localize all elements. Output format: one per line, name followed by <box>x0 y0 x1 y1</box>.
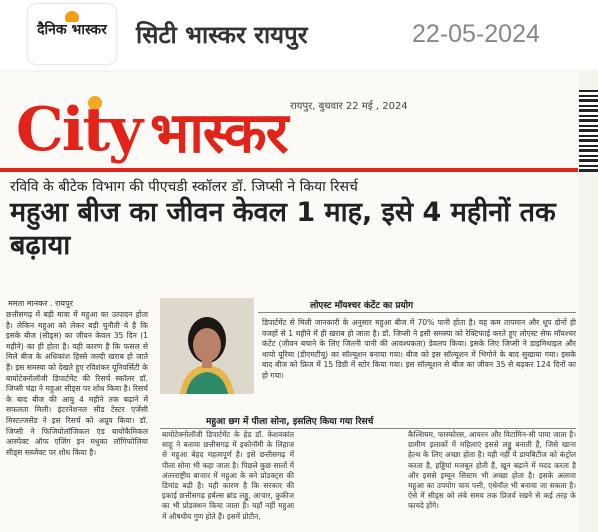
nameplate-city: City <box>16 95 142 165</box>
article-headline: महुआ बीज का जीवन केवल 1 माह, इसे 4 महीनों तक बढ़ाया <box>10 197 556 261</box>
article-column-left: छत्तीसगढ़ में बड़ी मात्रा में महुआ का उत्पादन होता है। लेकिन महुआ को लेकर बड़ी चुनौती ये है कि इसके बीज (सीड्स) का जीवन केवल 35 दिन (1 महीने) का ही होता है। यही कारण है कि फसल से मिले बीज के अधिकांश हिस्से जल्दी खराब हो जाते हैं। इस समस्या को देखते हुए रविशंकर यूनिवर्सिटी के बायोटेक्नोलॉजी डिपार्टमेंट की रिसर्च स्कॉलर डॉ. जिप्सी चंद्रा ने महुआ सीड्स पर शोध किया है। रिसर्च के बाद बीज की आयु 4 महीने तक बढ़ाने में सफलता मिली। इंटरनेशनल सीड टेस्टर एजेंसी मिस्टल्जसेंड ने इस रिसर्च को अप्रूव किया। डॉ. जिप्सी ने फिजियोलॉजिकल एंड बायोकैमिकल आस्पेक्ट ऑफ एजिंग इन मधुका लॉगिफोलिया सीड्स सब्जेक्ट पर शोध किया है। <box>6 310 148 457</box>
subhead2-rule <box>160 428 576 429</box>
article-byline: ममता मानकर . रायपुर <box>8 299 73 308</box>
edition-line: रायपुर, बुधवार 22 मई , 2024 <box>290 101 408 112</box>
article-column-bottom-1: बायोटेक्नोलॉजी डिपार्टमेंट के हेड डॉ. केशवकांत साहू ने बताया छत्तीसगढ़ में इकोनॉमी के लिहाज से महुआ बेहद महत्वपूर्ण है। इसे छत्तीसगढ़ में पीला सोना भी कहा जाता है। पिछले कुछ सालों में अंतरराष्ट्रीय बाजार में महुआ के बने प्रोडक्ट्स की डिमांड बढ़ी है। यही कारण है कि सरकार की इकाई छत्तीसगढ़ हर्बल्स ब्रांड लड्डू, आचार, कुकीज का भी प्रोडक्शन किया जाता है। यहाँ नहीं महुआ में औषधीय गुण होते हैं। इसमें प्रोटीन, <box>162 430 294 521</box>
researcher-photo <box>160 298 254 394</box>
nameplate-rule <box>0 168 578 172</box>
article-column-bottom-gap <box>300 430 400 528</box>
subhead-moisture: लोएस्ट मॉयश्चर कंटेंट का प्रयोग <box>310 301 414 311</box>
nameplate-bhaskar: भास्कर <box>150 101 288 166</box>
article-column-bottom-2: कैल्शियम, फास्फोरस, आयरन और विटामिन-सी पाया जाता है। ग्रामीण इलाकों में महिलाएं इससे लड्डू बनाती हैं, जिसे खाना हेल्थ के लिए अच्छा होता है। यही नहीं ये डायबिटीज को कंट्रोल करता है, हड्डियां मजबूत होती हैं, खून बढ़ाने में मदद करता है और इससे इम्यून सिस्टम भी अच्छा होता है। इसके अलावा महुआ का उपयोग चाय पत्ती, एथेनॉल भी बनाया जा सकता है। ऐसे में सीड्स को लंबे समय तक प्रिजर्व रखने से कई तरह के फायदे होंगे। <box>408 430 576 511</box>
clipping-header <box>0 0 598 70</box>
masthead-title: सिटी भास्कर रायपुर <box>136 21 308 49</box>
masthead-date: 22-05-2024 <box>412 20 540 48</box>
subhead-rule <box>258 312 576 313</box>
dainik-bhaskar-logo <box>28 4 116 64</box>
qr-code <box>579 90 598 172</box>
article-kicker: रविवि के बीटेक विभाग की पीएचडी स्कॉलर डॉ. जिप्सी ने किया रिसर्च <box>10 179 358 195</box>
subhead-yellow-gold: महुआ छग में पीला सोना, इसलिए किया गया रिसर्च <box>206 417 374 427</box>
sun-logo-icon <box>62 8 82 22</box>
logo-text: दैनिक भास्कर <box>37 22 107 38</box>
article-column-right: डिपार्टमेंट से मिली जानकारी के अनुसार महुआ बीज में 70% पानी होता है। यह कम तापमान और धूप दोनों ही वजहों से 1 महीने में ही खराब हो जाता है। डॉ. जिप्सी ने इसी समस्या को रेक्टिफाई करते हुए लोएस्ट सेफ मॉयश्चर कंटेंट (जीवन बचाने के लिए जितनी पानी की आवश्यकता) डेवलप किया। इसके लिए जिप्सी ने डाइमिथाइल और थायो यूरिया (डीएमटीयू) का सॉल्यूशन बनाया गया। बीज को इस सॉल्यूशन में भिगोने के बाद सुखाया गया। इसके बाद बीज को फ्रिज में 15 डिग्री में स्टोर किया गया। इस सॉल्यूशन से बीज का जीवन 35 से बढ़कर 124 दिनों का हो गया। <box>262 318 576 380</box>
